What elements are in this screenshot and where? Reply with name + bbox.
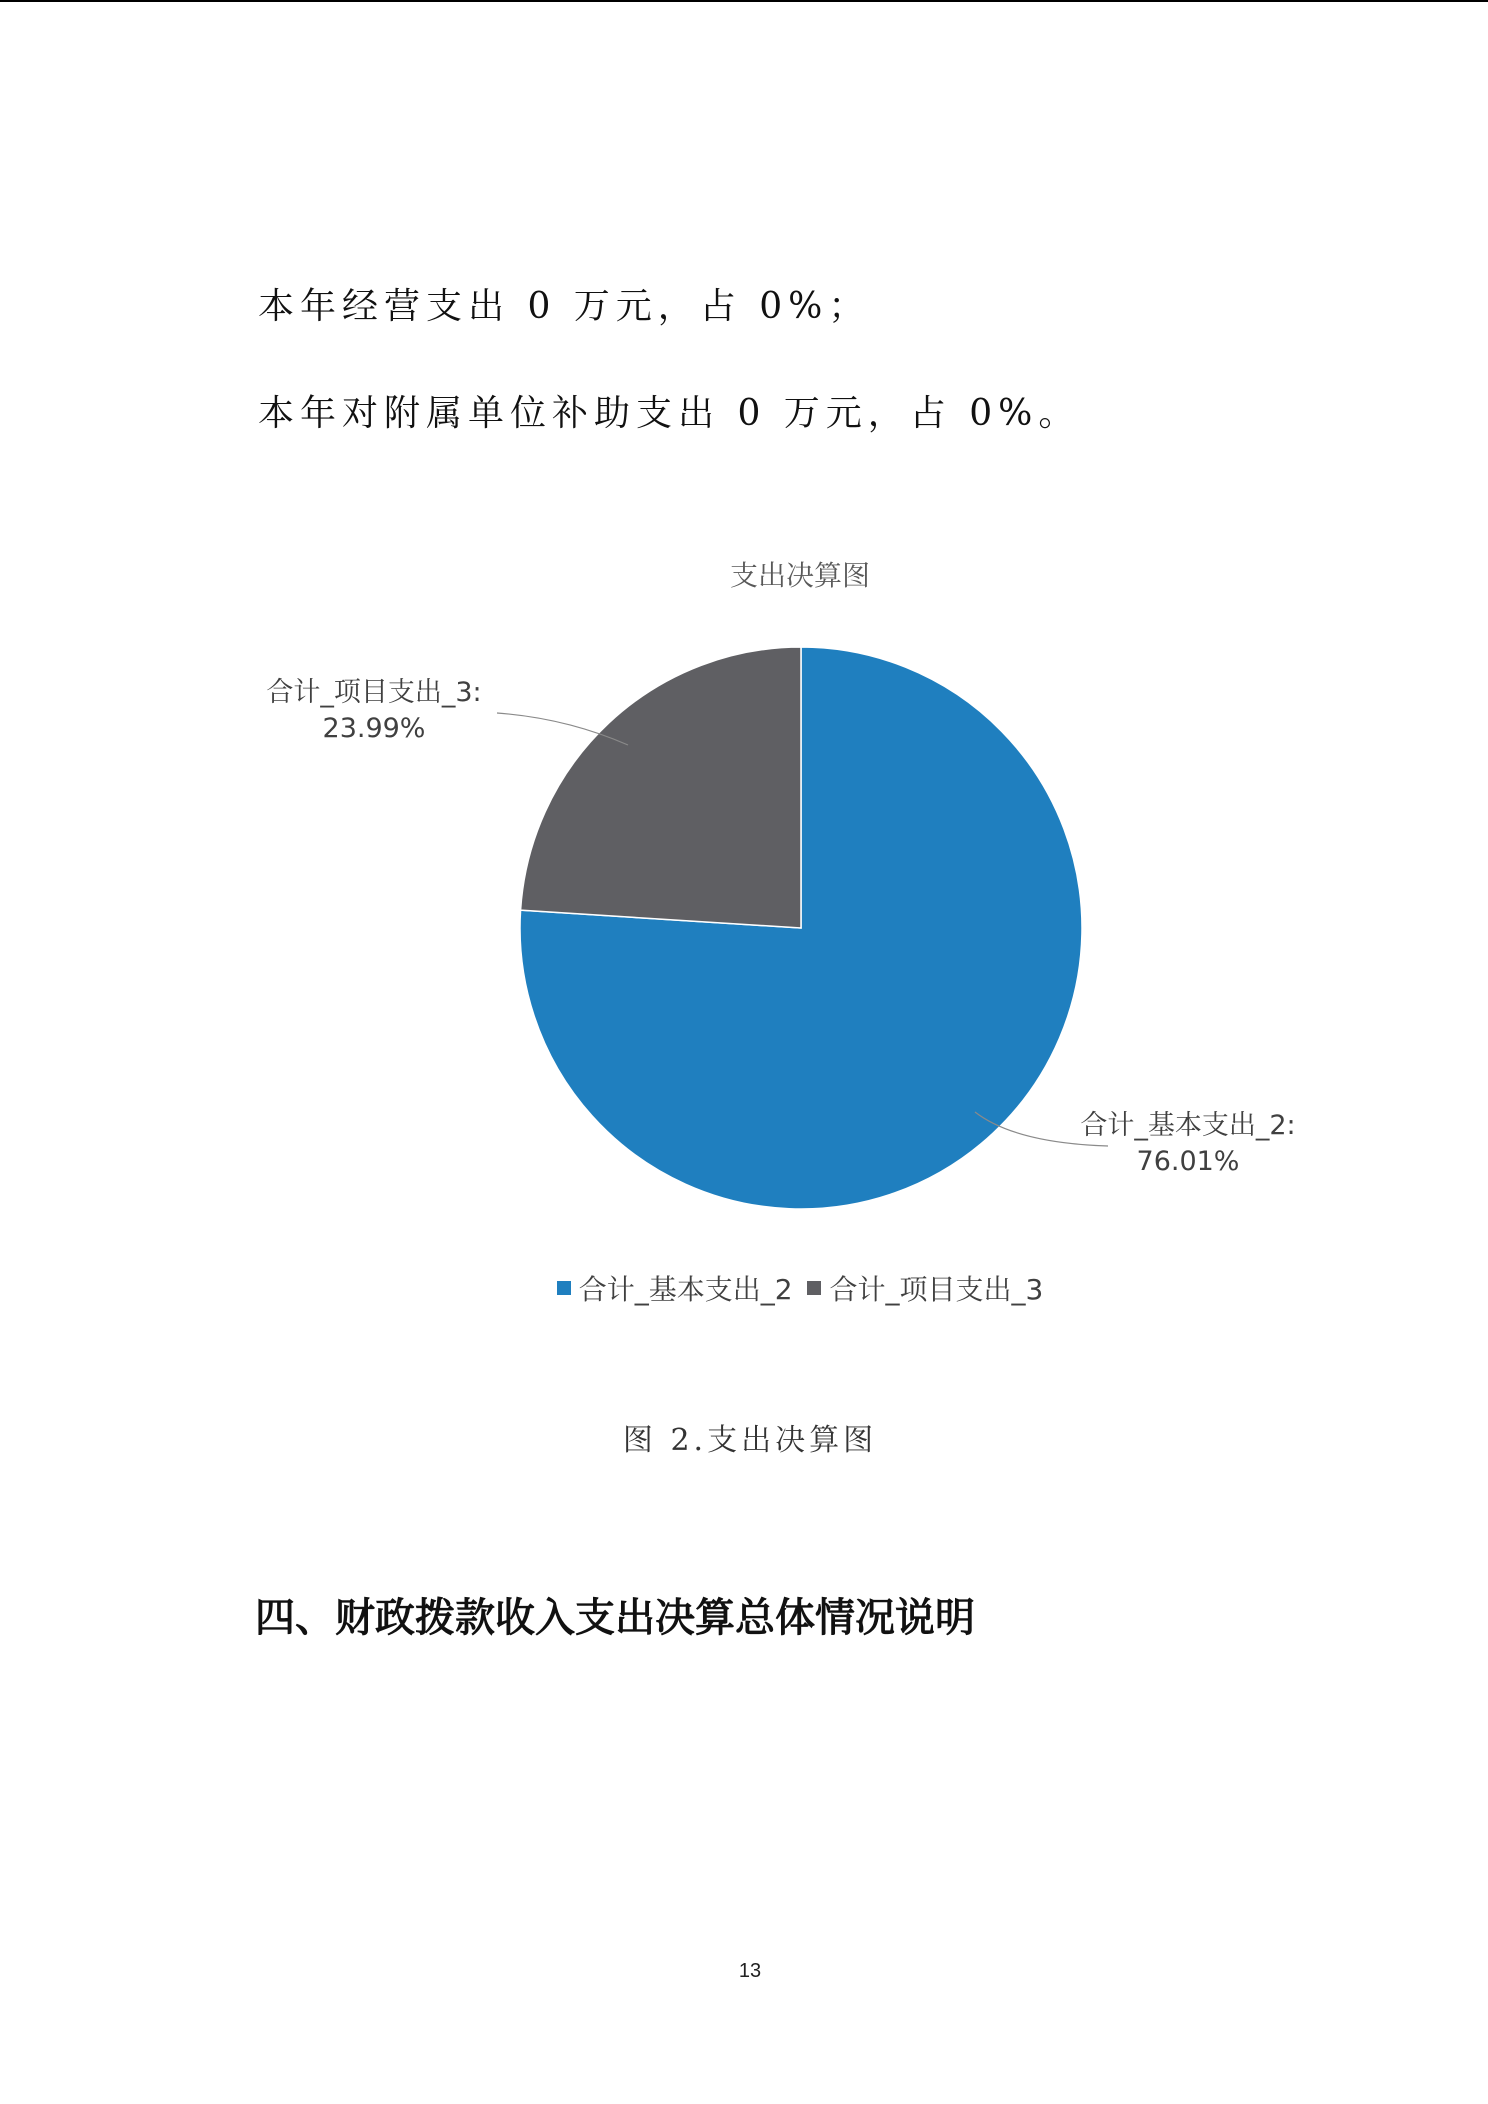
figure-caption: 图 2.支出决算图 [622,1423,878,1458]
chart-title: 支出决算图 [729,559,870,592]
legend-label-basic-expense: 合计_基本支出_2 [578,1273,793,1306]
legend-label-project-expense: 合计_项目支出_3 [829,1273,1044,1306]
legend-item-basic-expense [557,1268,793,1308]
pie-slice-project-expense [521,647,801,928]
legend-swatch-project-expense [807,1281,821,1295]
legend-item-project-expense [807,1268,1043,1308]
page-number: 13 [738,1960,762,1982]
pie-slices [520,647,1082,1209]
legend-swatch-basic-expense [557,1281,571,1295]
data-label-basic-expense: 合计_基本支出_2: 76.01% [1080,1110,1296,1177]
subsidiary-subsidy-paragraph: 本年对附属单位补助支出 0 万元，占 0%。 [258,393,1081,434]
section-heading: 四、财政拨款收入支出决算总体情况说明 [255,1595,975,1641]
data-label-project-expense: 合计_项目支出_3: 23.99% [266,677,482,744]
operating-expense-paragraph: 本年经营支出 0 万元，占 0%； [258,286,871,327]
chart-legend [0,1268,1488,1308]
